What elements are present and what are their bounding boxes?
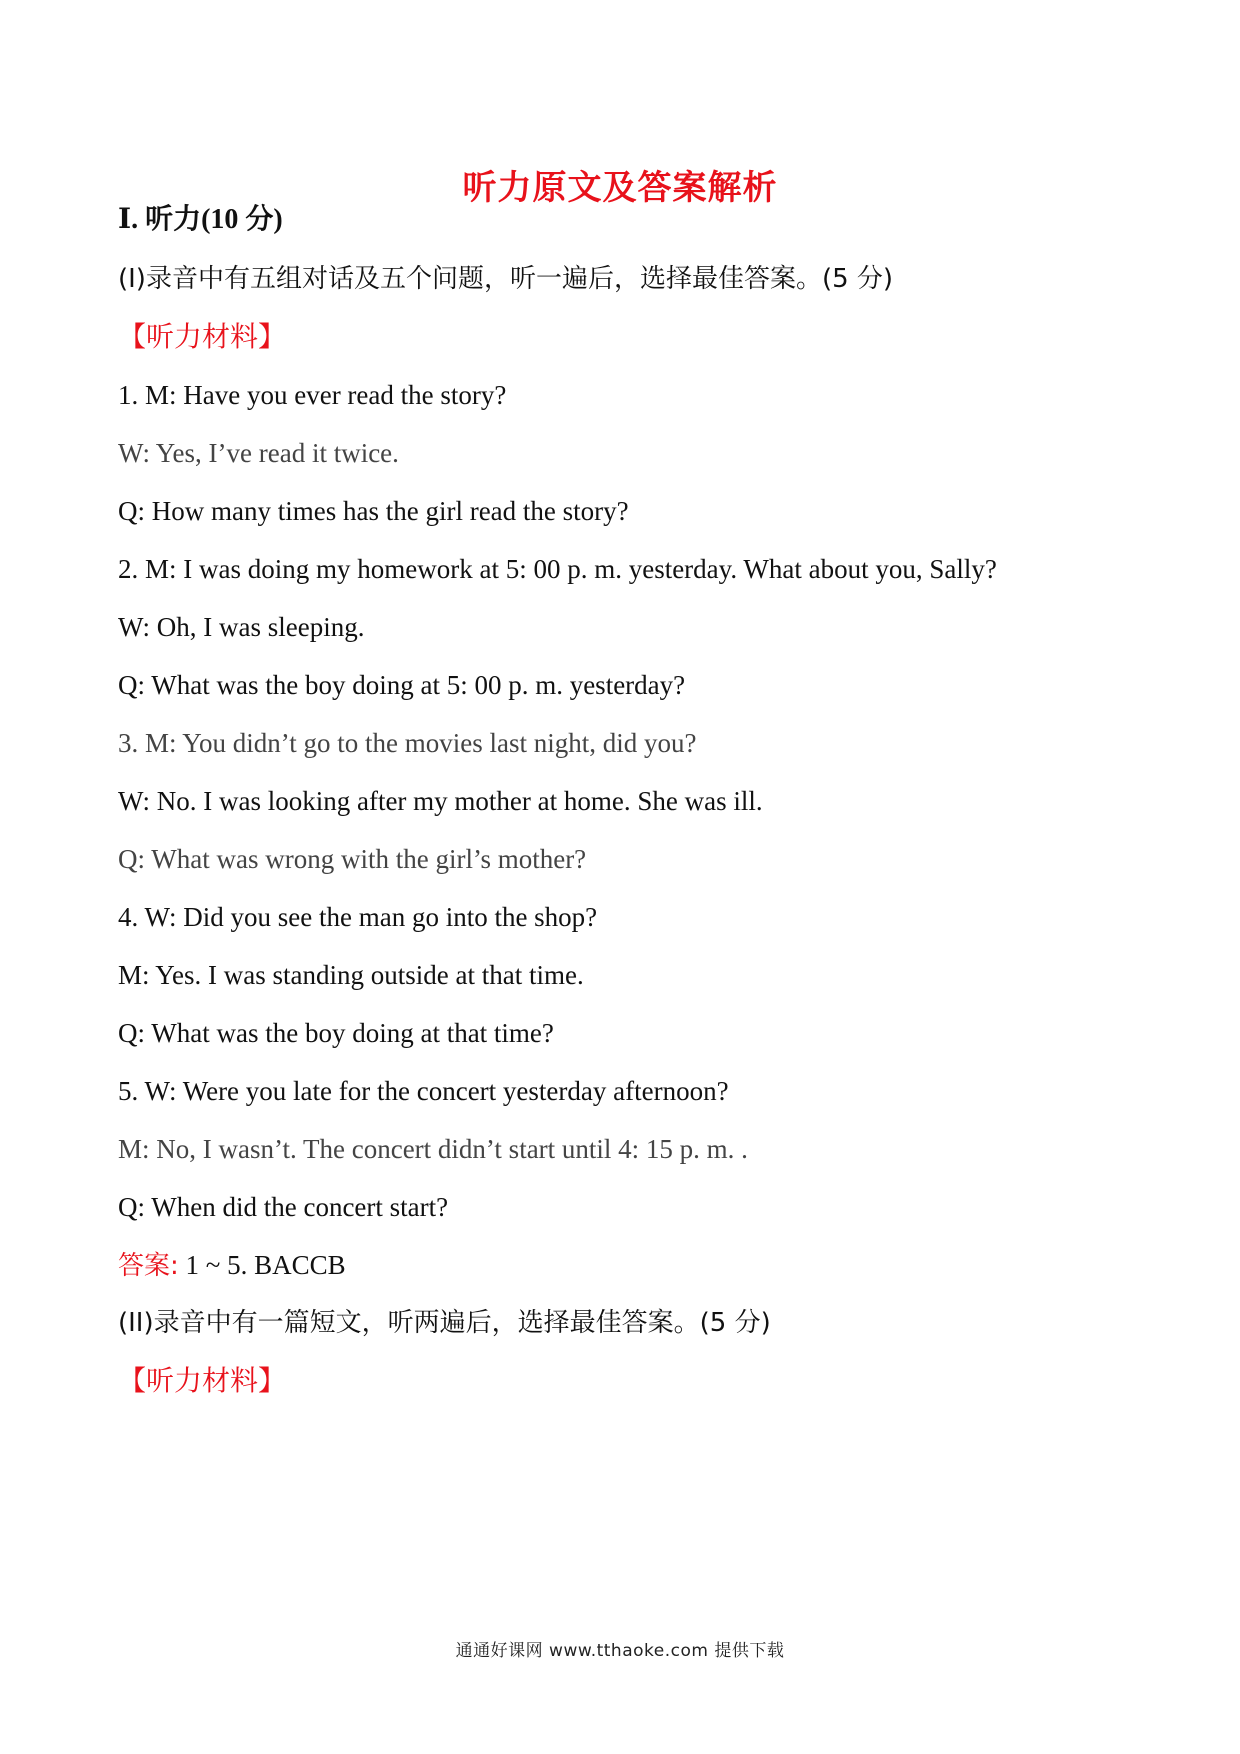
- answer-label: 答案:: [118, 1251, 179, 1281]
- part1-instruction: (I)录音中有五组对话及五个问题，听一遍后，选择最佳答案。(5 分): [118, 264, 894, 294]
- dialogue-line: 1. M: Have you ever read the story?: [118, 380, 507, 410]
- dialogue-line: M: Yes. I was standing outside at that time.: [118, 960, 584, 990]
- dialogue-line: W: Oh, I was sleeping.: [118, 612, 365, 642]
- dialogue-line: W: No. I was looking after my mother at home. She was ill.: [118, 786, 763, 816]
- dialogue-line: 4. W: Did you see the man go into the shop?: [118, 902, 598, 932]
- dialogue-line: 2. M: I was doing my homework at 5: 00 p. m. yesterday. What about you, Sally?: [118, 554, 997, 584]
- answer-value: 1 ~ 5. BACCB: [178, 1250, 346, 1280]
- dialogue-line: W: Yes, I’ve read it twice.: [118, 438, 399, 468]
- dialogue-line: Q: How many times has the girl read the story?: [118, 496, 629, 526]
- section-heading: Ⅰ. 听力(10 分): [118, 204, 283, 235]
- part2-material-label: 【听力材料】: [118, 1364, 287, 1397]
- dialogue-line: 5. W: Were you late for the concert yesterday afternoon?: [118, 1076, 729, 1106]
- dialogue-line: Q: When did the concert start?: [118, 1192, 449, 1222]
- part1-material-label: 【听力材料】: [118, 320, 287, 353]
- dialogue-line: Q: What was wrong with the girl’s mother?: [118, 844, 587, 874]
- part2-instruction: (II)录音中有一篇短文，听两遍后，选择最佳答案。(5 分): [118, 1308, 771, 1338]
- dialogue-line: M: No, I wasn’t. The concert didn’t start until 4: 15 p. m. .: [118, 1134, 748, 1164]
- dialogue-line: Q: What was the boy doing at that time?: [118, 1018, 554, 1048]
- page-title: 听力原文及答案解析: [462, 168, 778, 208]
- dialogue-line: 3. M: You didn’t go to the movies last night, did you?: [118, 728, 697, 758]
- page-footer: 通通好课网 www.tthaoke.com 提供下载: [455, 1641, 785, 1661]
- answer-line: [118, 1248, 346, 1283]
- dialogue-line: Q: What was the boy doing at 5: 00 p. m. yesterday?: [118, 670, 686, 700]
